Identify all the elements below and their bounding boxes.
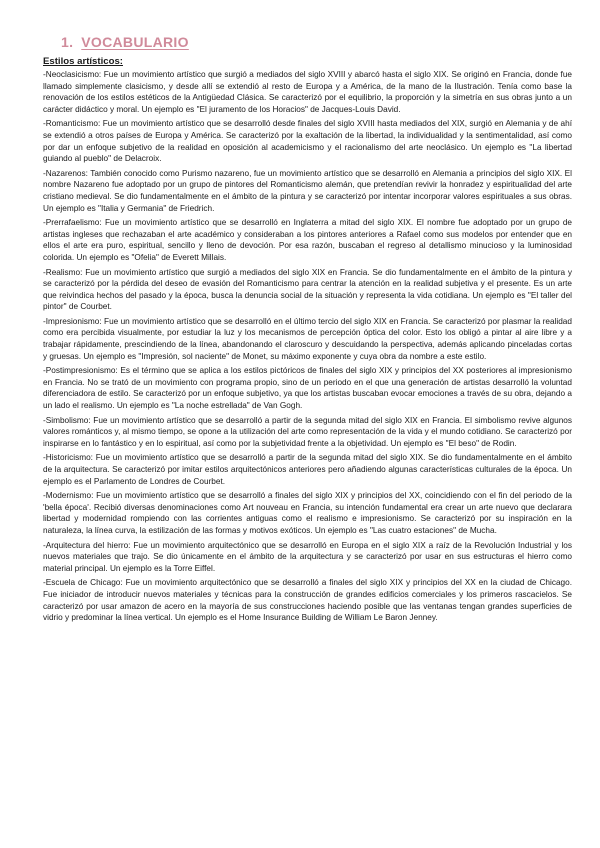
entry-modernismo xyxy=(43,490,572,536)
section-number: 1. xyxy=(61,34,74,50)
entry-text: Fue un movimiento artístico que se desarrolló a partir de la segunda mitad del siglo XIX en Francia. El simbolismo revive algunos valores románticos y, al mismo tiempo, se opone a la utilización del arte como representación de la vida y el mundo cotidiano. Se caracterizó por inspirarse en lo fantástico y en lo espiritual, así como por la subjetividad frente a la objetividad. Un ejemplo es "El beso" de Rodin. xyxy=(43,415,572,448)
entry-arquitectura-del-hierro xyxy=(43,540,572,575)
entry-term: -Simbolismo: xyxy=(43,415,91,425)
entry-text: Fue un movimiento artístico que se desarrolló a partir de la segunda mitad del siglo XIX. Se dio fundamentalmente en el ámbito de la arquitectura. Se caracterizó por imitar estilos arquitectónicos anteriores pero añadiendo algunas características culturales de la época. Un ejemplo es el Parlamento de Londres de Courbet. xyxy=(43,453,572,486)
entry-text: Fue un movimiento artístico que se desarrolló en Inglaterra a mitad del siglo XIX. El nombre fue adoptado por un grupo de artistas ingleses que rechazaban el arte académico y consideraban a los pintores anteriores a Rafael como sus modelos por entender que en ellos el arte era puro, espiritual, sencillo y lleno de devoción. Por esa razón, buscaban el regreso al detallismo minucioso y la luminosidad colorida. Un ejemplo es "Ofelia" de Everett Millais. xyxy=(43,218,572,262)
section-heading xyxy=(61,34,572,50)
section-title: VOCABULARIO xyxy=(81,34,189,50)
entry-text: Fue un movimiento arquitectónico que se desarrolló a finales del siglo XIX y principios del XX en la ciudad de Chicago. Fue iniciador de introducir nuevos materiales y técnicas para la construcción de grandes edificios comerciales y los primeros rascacielos. Se caracterizó por usar amazon de acero en la mayoría de sus construcciones haciendo posible que las ventanas tengan grandes superficies de vidrio y predominar la línea vertical. Un ejemplo es el Home Insurance Building de William Le Baron Jenney. xyxy=(43,578,573,623)
entry-prerrafaelismo xyxy=(43,217,572,263)
entry-term: -Impresionismo: xyxy=(43,316,102,326)
entry-term: -Nazarenos: xyxy=(43,168,88,178)
entry-romanticismo xyxy=(43,118,572,164)
entry-text: Fue un movimiento arquitectónico que se desarrolló en Europa en el siglo XIX a raíz de la Revolución Industrial y los nuevos materiales que trajo. Se dio únicamente en el ámbito de la arquitectura y se caracterizó por usar en sus estructuras el hierro como material principal. Un ejemplo es la Torre Eiffel. xyxy=(43,540,572,573)
entry-text: Es el término que se aplica a los estilos pictóricos de finales del siglo XIX y principios del XX posteriores al impresionismo en Francia. No se trató de un movimiento con programa propio, sino de un periodo en el que una generación de artistas desarrolló la voluntad diferenciadora de estilo. Se caracterizó por un enfoque subjetivo, ya que los artistas buscaban evocar emociones a través de su obra, dejando a un lado el realismo. Un ejemplo es "La noche estrellada" de Van Gogh. xyxy=(43,366,572,411)
entry-escuela-de-chicago xyxy=(43,577,572,623)
entry-impresionismo xyxy=(43,316,572,362)
entry-term: -Prerrafaelismo: xyxy=(43,218,102,228)
entry-term: -Postimpresionismo: xyxy=(43,366,118,376)
entry-term: -Modernismo: xyxy=(43,491,94,501)
entry-term: -Escuela de Chicago: xyxy=(43,578,123,588)
entry-text: También conocido como Purismo nazareno, fue un movimiento artístico que se desarrolló en Alemania a principios del siglo XIX. El nombre Nazareno fue adoptado por un grupo de pintores del Romanticismo alemán, que pretendían revivir la honradez y espiritualidad del arte cristiano medieval. Se dio fundamentalmente en el ámbito de la pintura y se caracterizó por intentar incorporar valores espirituales a sus obras. Un ejemplo es "Italia y Germania" de Friedrich. xyxy=(43,168,572,213)
entry-historicismo xyxy=(43,452,572,487)
entry-term: -Romanticismo: xyxy=(43,119,101,129)
entry-term: -Realismo: xyxy=(43,267,83,277)
entry-postimpresionismo xyxy=(43,365,572,411)
entry-term: -Neoclasicismo: xyxy=(43,70,102,79)
entry-text: Fue un movimiento artístico que se desarrolló a finales del siglo XIX y principios del XX, coincidiendo con el fin del periodo de la 'bella época'. Recibió diversas denominaciones como Art nouveau en Francia, su intención fundamental era crear un arte nuevo que declarara libertad y modernidad rompiendo con las corrientes antiguas como el realismo e impresionismo. Se caracterizó por su inspiración en la naturaleza, la línea curva, la estilización de las formas y motivos exóticos. Un ejemplo es "Las cuatro estaciones" de Mucha. xyxy=(43,491,572,535)
entry-term: -Arquitectura del hierro: xyxy=(43,540,131,550)
entry-neoclasicismo xyxy=(43,69,572,115)
entry-text: Fue un movimiento artístico que surgió a mediados del siglo XVIII y abarcó hasta el siglo XIX. Se originó en Francia, donde fue llamado simplemente clasicismo, y desde allí se extendió al resto de Europa y a América, de la mano de la Ilustración. Tenía como base la renovación de los estilos estéticos de la Antigüedad Clásica. Se caracterizó por el equilibrio, la proporción y la simetría en sus obras junto a un carácter didáctico y moral. Un ejemplo es "El juramento de los Horacios" de Jacques-Louis David. xyxy=(43,70,572,114)
entry-simbolismo xyxy=(43,415,572,450)
entry-text: Fue un movimiento artístico que se desarrolló en el último tercio del siglo XIX en Francia. Se caracterizó por plasmar la realidad como era percibida visualmente, por estudiar la luz y los mecanismos de percepción óptica del color. Esto los obligó a pintar al aire libre y a trabajar rápidamente, prescindiendo de la línea, abandonando el claroscuro y descuidando la perspectiva, además aplicando pinceladas cortas y gruesas. Un ejemplo es "Impresión, sol naciente" de Monet, su máximo exponente y cuya obra da nombre a este estilo. xyxy=(43,316,572,361)
entry-text: Fue un movimiento artístico que se desarrolló desde finales del siglo XVIII hasta mediados del XIX, surgió en Alemania y de ahí se extendió a otros países de Europa y América. Se caracterizó por la exaltación de la libertad, la individualidad y la sentimentalidad, así como por dar un enfoque subjetivo de la realidad en oposición al academicismo y el racionalismo del arte neoclásico. Un ejemplo es "La libertad guiando al pueblo" de Delacroix. xyxy=(43,119,572,164)
entry-realismo xyxy=(43,267,572,313)
entry-nazarenos xyxy=(43,168,572,214)
subsection-title: Estilos artísticos: xyxy=(43,56,123,67)
entry-term: -Historicismo: xyxy=(43,453,93,463)
entry-text: Fue un movimiento artístico que surgió a mediados del siglo XIX en Francia. Se dio fundamentalmente en el ámbito de la pintura y se caracterizó por la pérdida del deseo de evasión del Romanticismo para centrar la atención en la realidad subjetiva y el presente. Es un arte que reivindica hechos del pasado y la época, busca la denuncia social de la situación y representa la vida cotidiana. Un ejemplo es "El taller del pintor" de Courbet. xyxy=(43,267,572,312)
